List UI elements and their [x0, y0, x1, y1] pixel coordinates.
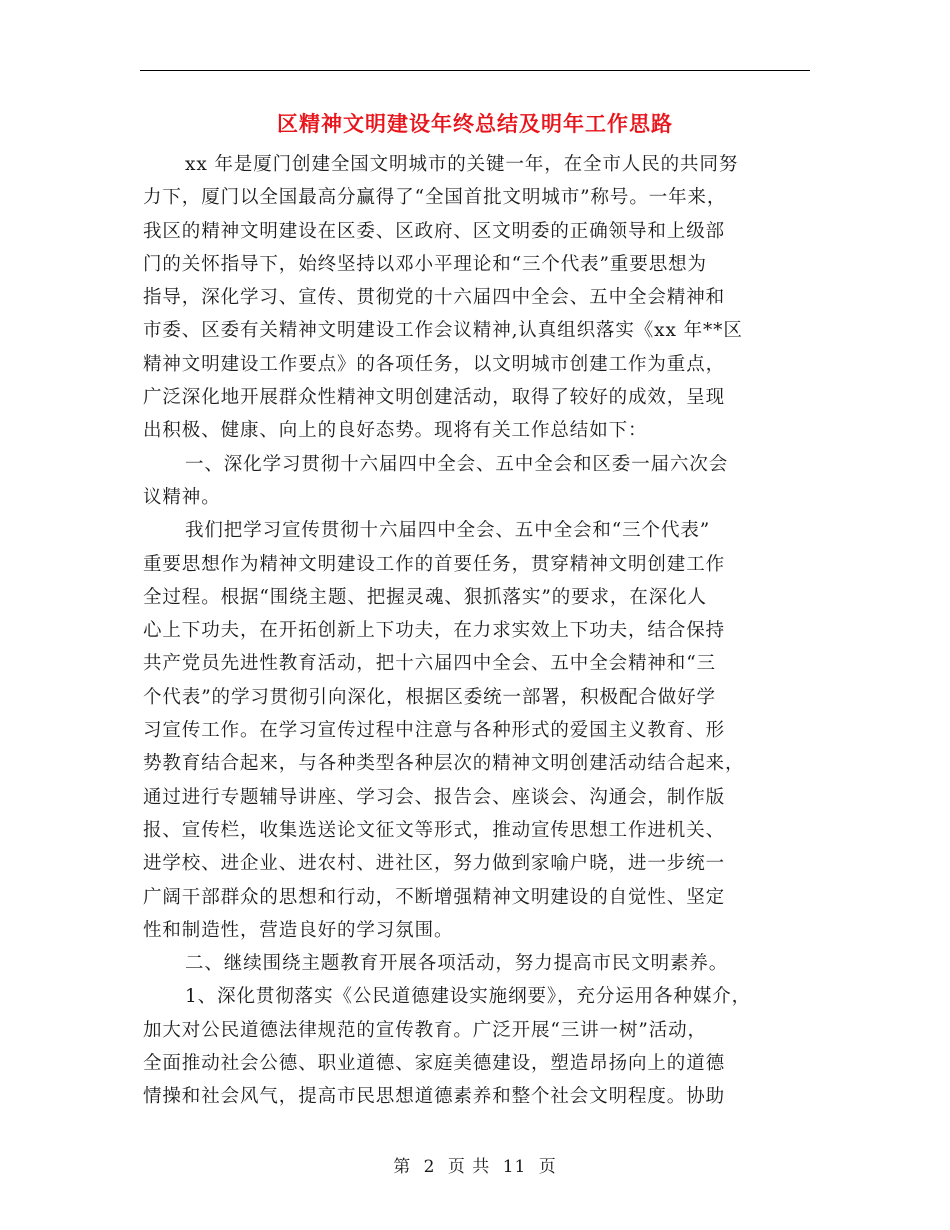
text-line: 指导，深化学习、宣传、贯彻党的十六届四中全会、五中全会精神和 [143, 287, 726, 309]
text-line: 力下，厦门以全国最高分赢得了“全国首批文明城市”称号。一年来， [143, 187, 727, 209]
text-line: 我区的精神文明建设在区委、区政府、区文明委的正确领导和上级部 [143, 220, 726, 242]
text-line: 个代表”的学习贯彻引向深化，根据区委统一部署，积极配合做好学 [143, 686, 716, 708]
text-line: 1、深化贯彻落实《公民道德建设实施纲要》，充分运用各种媒介， [185, 986, 752, 1008]
text-line: 通过进行专题辅导讲座、学习会、报告会、座谈会、沟通会，制作版 [143, 786, 726, 808]
text-line: 出积极、健康、向上的良好态势。现将有关工作总结如下： [143, 420, 648, 442]
text-line: 二、继续围绕主题教育开展各项活动，努力提高市民文明素养。 [185, 953, 729, 975]
footer-current-page: 2 [423, 1157, 436, 1177]
text-line: 议精神。 [143, 486, 221, 508]
text-line: 报、宣传栏，收集选送论文征文等形式，推动宣传思想工作进机关、 [143, 819, 726, 841]
document-body [143, 148, 807, 1114]
text-line: 一、深化学习贯彻十六届四中全会、五中全会和区委一届六次会 [185, 453, 729, 475]
text-line: 性和制造性，营造良好的学习氛围。 [143, 919, 454, 941]
footer-total-pages: 11 [502, 1157, 527, 1177]
footer-prefix: 第 [393, 1157, 412, 1177]
text-line: 广阔干部群众的思想和行动，不断增强精神文明建设的自觉性、坚定 [143, 886, 726, 908]
text-line: 门的关怀指导下，始终坚持以邓小平理论和“三个代表”重要思想为 [143, 253, 707, 275]
header-rule [140, 70, 810, 71]
text-line: 势教育结合起来，与各种类型各种层次的精神文明创建活动结合起来， [143, 753, 745, 775]
text-line: 我们把学习宣传贯彻十六届四中全会、五中全会和“三个代表” [185, 520, 711, 542]
text-line: 广泛深化地开展群众性精神文明创建活动，取得了较好的成效，呈现 [143, 387, 726, 409]
footer-suffix: 页 [538, 1157, 557, 1177]
text-line: 加大对公民道德法律规范的宣传教育。广泛开展“三讲一树”活动， [143, 1019, 707, 1041]
text-line: xx 年是厦门创建全国文明城市的关键一年，在全市人民的共同努 [185, 154, 739, 175]
footer-middle: 页 共 [447, 1157, 491, 1177]
text-line: 情操和社会风气，提高市民思想道德素养和整个社会文明程度。协助 [143, 1086, 726, 1108]
text-line: 市委、区委有关精神文明建设工作会议精神,认真组织落实《xx 年**区 [143, 320, 743, 342]
text-line: 全面推动社会公德、职业道德、家庭美德建设，塑造昂扬向上的道德 [143, 1053, 726, 1075]
document-title: 区精神文明建设年终总结及明年工作思路 [277, 111, 673, 136]
page-footer [0, 1152, 950, 1177]
text-line: 习宣传工作。在学习宣传过程中注意与各种形式的爱国主义教育、形 [143, 720, 726, 742]
text-line: 进学校、进企业、进农村、进社区，努力做到家喻户晓，进一步统一 [143, 853, 726, 875]
text-line: 精神文明建设工作要点》的各项任务，以文明城市创建工作为重点， [143, 353, 726, 375]
text-line: 全过程。根据“围绕主题、把握灵魂、狠抓落实”的要求，在深化人 [143, 586, 707, 608]
text-line: 心上下功夫，在开拓创新上下功夫，在力求实效上下功夫，结合保持 [143, 620, 726, 642]
text-line: 共产党员先进性教育活动，把十六届四中全会、五中全会精神和“三 [143, 653, 716, 675]
text-line: 重要思想作为精神文明建设工作的首要任务，贯穿精神文明创建工作 [143, 553, 726, 575]
